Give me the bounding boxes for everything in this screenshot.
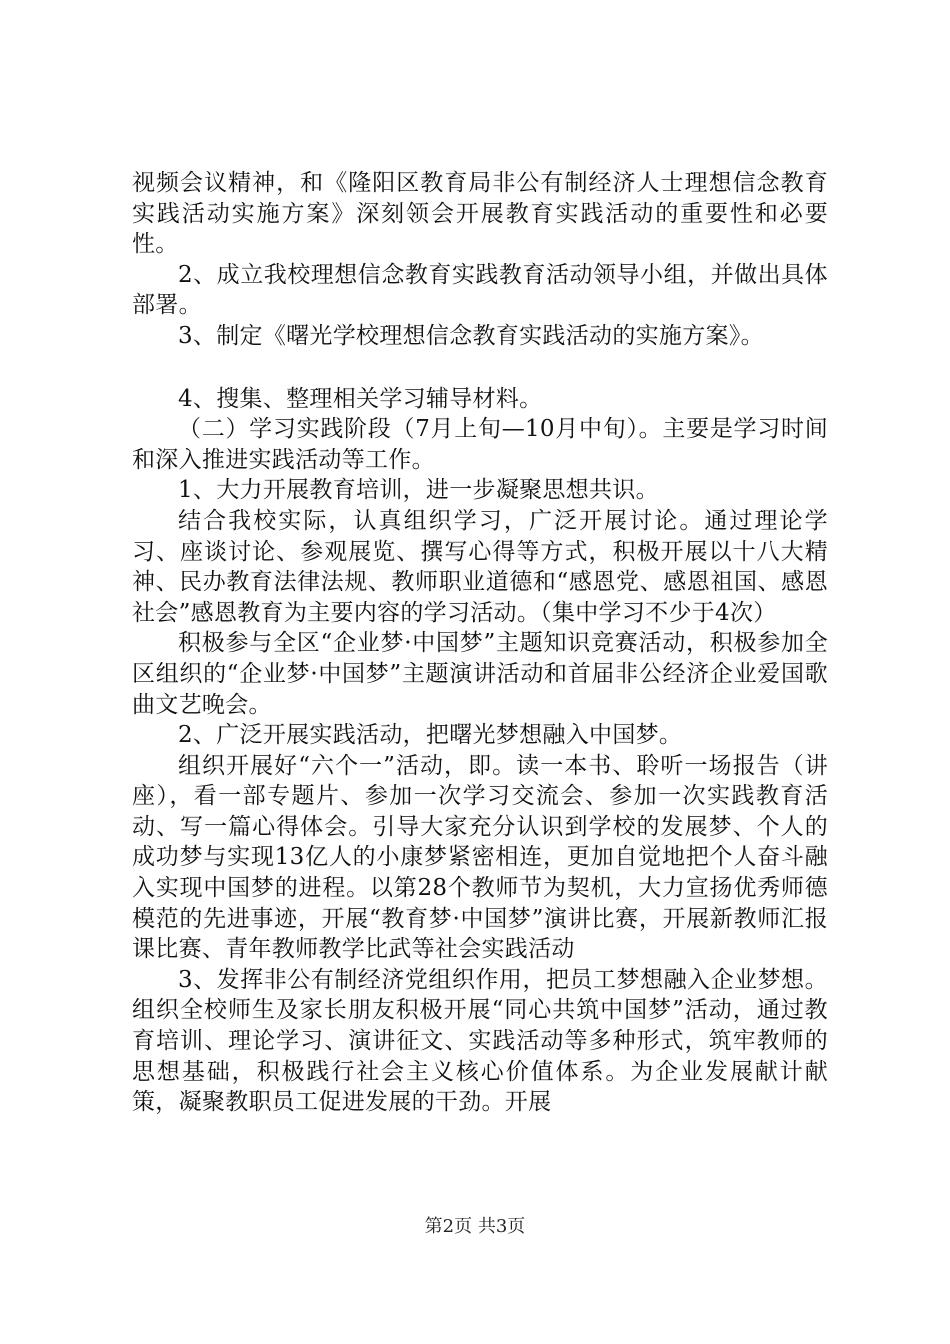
- paragraph-six-ones: 组织开展好“六个一”活动，即。读一本书、聆听一场报告（讲座），看一部专题片、参加一次学习交流会、参加一次实践教育活动、写一篇心得体会。引导大家充分认识到学校的发展梦、个人的成功梦与实现13亿人的小康梦紧密相连，更加自觉地把个人奋斗融入实现中国梦的进程。以第28个教师节为契机，大力宣扬优秀师德模范的先进事迹，开展“教育梦·中国梦”演讲比赛，开展新教师汇报课比赛、青年教师教学比武等社会实践活动: [132, 752, 828, 963]
- paragraph-subitem-3: 3、发挥非公有制经济党组织作用，把员工梦想融入企业梦想。组织全校师生及家长朋友积极开展“同心共筑中国梦”活动，通过教育培训、理论学习、演讲征文、实践活动等多种形式，筑牢教师的思想基础，积极践行社会主义核心价值体系。为企业发展献计献策，凝聚教职员工促进发展的干劲。开展: [132, 966, 828, 1116]
- paragraph-item-2: 2、成立我校理想信念教育实践教育活动领导小组，并做出具体部署。: [132, 261, 828, 319]
- paragraph-continuation: 视频会议精神，和《隆阳区教育局非公有制经济人士理想信念教育实践活动实施方案》深刻领会开展教育实践活动的重要性和必要性。: [132, 170, 828, 258]
- paragraph-subitem-1: 1、大力开展教育培训，进一步凝聚思想共识。: [178, 477, 659, 504]
- paragraph-item-4: 4、搜集、整理相关学习辅导材料。: [178, 385, 543, 412]
- document-body: [132, 168, 828, 1118]
- section-heading-stage-2: （二）学习实践阶段（7月上旬—10月中旬）。主要是学习时间和深入推进实践活动等工作。: [132, 416, 828, 473]
- paragraph-subitem-2: 2、广泛开展实践活动，把曙光梦想融入中国梦。: [178, 722, 683, 749]
- paragraph-gap: [132, 352, 828, 384]
- page-footer: 第2页 共3页: [424, 1216, 526, 1237]
- paragraph-study-activities: 结合我校实际，认真组织学习，广泛开展讨论。通过理论学习、座谈讨论、参观展览、撰写心得等方式，积极开展以十八大精神、民办教育法律法规、教师职业道德和“感恩党、感恩祖国、感恩社会”感恩教育为主要内容的学习活动。（集中学习不少于4次）: [132, 507, 828, 626]
- paragraph-item-3: 3、制定《曙光学校理想信念教育实践活动的实施方案》。: [178, 322, 764, 349]
- paragraph-competition: 积极参与全区“企业梦·中国梦”主题知识竞赛活动，积极参加全区组织的“企业梦·中国梦”主题演讲活动和首届非公经济企业爱国歌曲文艺晚会。: [132, 630, 828, 718]
